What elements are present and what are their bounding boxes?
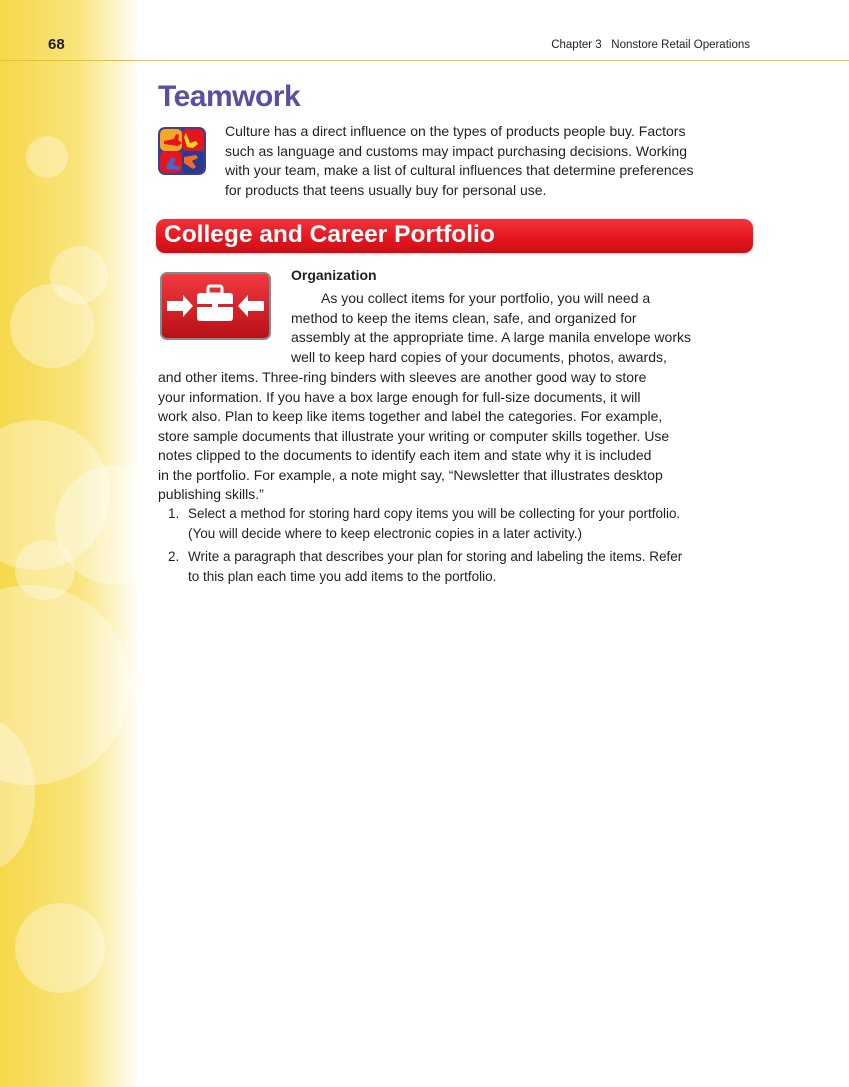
- decorative-sidebar: [0, 0, 140, 1087]
- text-line: Select a method for storing hard copy items you will be collecting for your portfolio.: [188, 506, 681, 521]
- text-line: for products that teens usually buy for personal use.: [225, 181, 547, 198]
- list-item: [160, 504, 760, 543]
- portfolio-banner: [156, 219, 753, 253]
- running-head: Chapter 3 Nonstore Retail Operations: [551, 39, 750, 51]
- header-rule: [0, 60, 849, 61]
- text-line: in the portfolio. For example, a note might say, “Newsletter that illustrates desktop: [158, 467, 663, 483]
- section-heading-organization: Organization: [291, 267, 377, 283]
- text-line: Culture has a direct influence on the types of products people buy. Factors: [225, 123, 686, 139]
- text-line: publishing skills.”: [158, 486, 264, 502]
- list-number: 2.: [168, 549, 180, 564]
- text-line: with your team, make a list of cultural influences that determine preferences: [225, 162, 694, 178]
- text-line: such as language and customs may impact purchasing decisions. Working: [225, 142, 687, 159]
- teamwork-hands-icon: [158, 127, 206, 175]
- portfolio-title: College and Career Portfolio: [164, 221, 495, 248]
- list-number: 1.: [168, 506, 180, 521]
- text-line: to this plan each time you add items to the portfolio.: [188, 568, 497, 584]
- teamwork-text: [225, 122, 745, 200]
- activity-steps: [160, 504, 760, 590]
- text-line: method to keep the items clean, safe, and organized for: [291, 310, 637, 326]
- text-line: well to keep hard copies of your documents, photos, awards,: [291, 349, 667, 365]
- text-line: (You will decide where to keep electronic copies in a later activity.): [188, 525, 582, 541]
- decorative-bubble: [15, 903, 105, 993]
- text-line: As you collect items for your portfolio, you will need a: [321, 290, 651, 306]
- text-line: and other items. Three-ring binders with sleeves are another good way to store: [158, 369, 647, 385]
- text-line: notes clipped to the documents to identify each item and state why it is included: [158, 447, 652, 463]
- page-number: 68: [48, 36, 65, 53]
- decorative-bubble: [10, 284, 94, 368]
- decorative-bubble: [26, 136, 68, 178]
- briefcase-arrows-icon: [159, 271, 272, 341]
- text-line: assembly at the appropriate time. A large manila envelope works: [291, 329, 691, 345]
- teamwork-title: Teamwork: [158, 80, 301, 113]
- text-line: work also. Plan to keep like items together and label the categories. For example,: [158, 408, 663, 424]
- text-line: store sample documents that illustrate your writing or computer skills together. Use: [158, 428, 670, 444]
- text-line: your information. If you have a box large enough for full-size documents, it will: [158, 389, 641, 405]
- list-item: [160, 547, 760, 586]
- text-line: Write a paragraph that describes your plan for storing and labeling the items. Refer: [188, 549, 683, 564]
